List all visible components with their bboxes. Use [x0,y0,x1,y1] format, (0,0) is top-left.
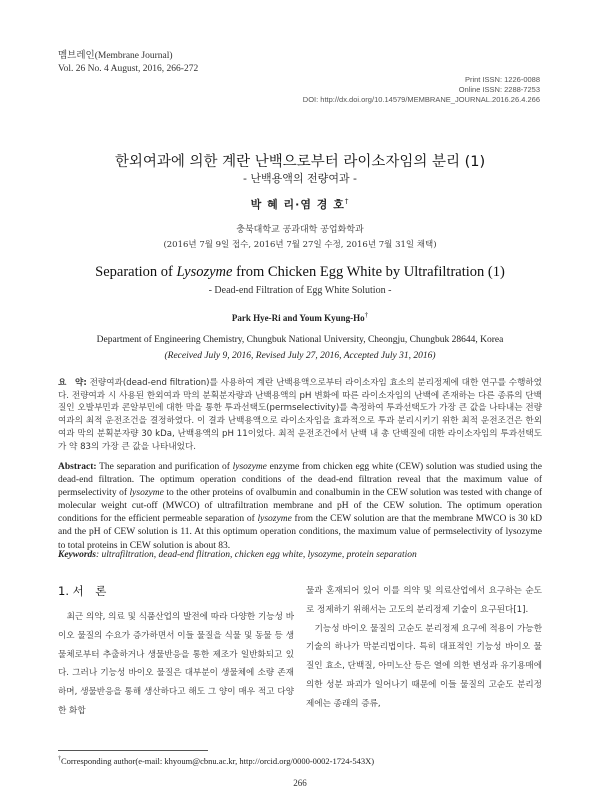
doi-link[interactable]: DOI: http://dx.doi.org/10.14579/MEMBRANE_JOURNAL.2016.26.4.266 [302,95,540,104]
korean-subtitle: - 난백용액의 전량여과 - [242,172,358,185]
journal-identifiers [303,75,540,105]
korean-abstract-text: 전량여과(dead-end filtration)를 사용하여 계란 난백용액으로부터 라이소자임 효소의 분리정제에 대한 연구를 수행하였다. 전량여과 시 사용된 한외여과 막의 분획분자량과 난백용액의 pH 변화에 따른 라이소자임의 난백에 존재하는 다른 종류의 단백질인 오발부민과 콘알부민에 대한 막을 통한 투과선택도(permselectivity)를 측정하여 투과선택도가 가장 큰 값을 나타내는 전량여과의 최적 운전조건을 결정하였다. 이 결과 난백용액으로 라이소자임을 효과적으로 투과 분리시키기 위한 최적 운전조건은 한외여과 막의 분획분자량 30 kDa, 난백용액의 pH 11이었다. 최적 운전조건에서 난백 내 총 단백질에 대한 라이소자임의 투과선택도가 약 83의 가장 큰 값을 나타내었다. [58,378,542,452]
english-authors [40,311,560,323]
korean-title: 한외여과에 의한 계란 난백으로부터 라이소자임의 분리 (1) [114,154,486,170]
footnote-rule [58,750,208,751]
english-abstract-label: Abstract: [58,462,97,472]
korean-author-names: 박 혜 리·염 경 호 [250,198,345,211]
footnote-mark: † [58,756,61,763]
abstract-italic-term: lysozyme [232,462,267,472]
english-subtitle: - Dead-end Filtration of Egg White Solution - [208,285,392,296]
journal-issue: Vol. 26 No. 4 August, 2016, 266-272 [58,64,199,74]
paragraph: 최근 의약, 의료 및 식품산업의 발전에 따라 다양한 기능성 바이오 물질의 수요가 증가하면서 이들 물질을 식물 및 동물 등 생물체로부터 추출하거나 생물반응을 통한 제조가 일반화되고 있다. 그러나 기능성 바이오 물질은 대부분이 생물체에 소량 존재하며, 생물반응을 통해 생산하다고 해도 그 양이 매우 적고 다양한 화합 [58,612,294,716]
section-heading: 1. 서 론 [58,584,107,598]
english-dates: (Received July 9, 2016, Revised July 27, 2016, Accepted July 31, 2016) [164,351,436,361]
abstract-italic-term: lysozyme [129,488,164,499]
english-title [40,264,560,281]
abstract-segment: enzyme from chicken egg white (CEW) solution was studied using the dead-end filtration. The optimum operation conditions of the dead-end filtration reveal that the maximum value of permselectivity of [58,462,542,499]
online-issn: Online ISSN: 2288-7253 [458,85,540,94]
english-title-italic: Lysozyme [176,264,233,280]
journal-header [58,50,198,76]
english-title-pre: Separation of [95,264,177,280]
english-abstract [58,461,542,553]
english-affiliation: Department of Engineering Chemistry, Chungbuk National University, Cheongju, Chungbuk 28644, Korea [96,335,504,345]
body-column-right [306,582,542,714]
keywords-text: : ultrafiltration, dead-end flitration, chicken egg white, lysozyme, protein separation [96,550,417,560]
page-number: 266 [293,778,307,788]
paragraph: 물과 혼재되어 있어 이를 의약 및 의료산업에서 요구하는 순도로 정제하기 위해서는 고도의 분리정제 기술이 요구된다[1]. [306,586,542,615]
english-title-post: from Chicken Egg White by Ultrafiltration (1) [232,264,505,280]
abstract-italic-term: lysozyme [257,514,292,525]
korean-authors [40,196,560,212]
keywords-label: Keywords [58,550,96,560]
print-issn: Print ISSN: 1226-0088 [464,75,540,84]
abstract-segment: from the CEW solution are that the membrane MWCO is 30 kD and the pH of CEW solution is 11. At this optimum operation conditions, the maximum value of permselectivity of lysozyme to total proteins in CEW solution is about 83. [58,514,542,551]
korean-abstract-label: 요 약: [58,378,87,388]
paragraph: 기능성 바이오 물질의 고순도 분리정제 요구에 적용이 가능한 기술의 하나가 막분리법이다. 특히 대표적인 기능성 바이오 물질인 효소, 단백질, 아미노산 등은 열에 의한 변성과 유기용매에 의한 성분 파괴가 일어나기 때문에 이들 물질의 고순도 분리정제에는 종래의 증류, [306,623,542,709]
english-author-mark: † [364,311,369,319]
korean-abstract [58,377,542,453]
footnote [58,756,374,766]
footnote-text: Corresponding author(e-mail: khyoum@cbnu.ac.kr, http://orcid.org/0000-0002-1724-543X) [61,756,375,766]
korean-dates: (2016년 7월 9일 접수, 2016년 7월 27일 수정, 2016년 7월 31일 채택) [163,240,437,250]
korean-author-mark: † [344,197,350,206]
english-author-names: Park Hye-Ri and Youm Kyung-Ho [231,313,365,323]
body-column-left [58,608,294,721]
abstract-segment: to the other proteins of ovalbumin and conalbumin in the CEW solution was tested with change of molecular weight cut-off (MWCO) of ultrafiltration membrane and pH of the CEW solution. The optimum operation conditions for the efficient permeable separation of [58,488,542,525]
keywords [58,550,542,560]
journal-name: 멤브레인(Membrane Journal) [58,51,173,61]
abstract-segment: The separation and purification of [96,462,233,472]
korean-affiliation: 충북대학교 공과대학 공업화학과 [236,225,364,235]
